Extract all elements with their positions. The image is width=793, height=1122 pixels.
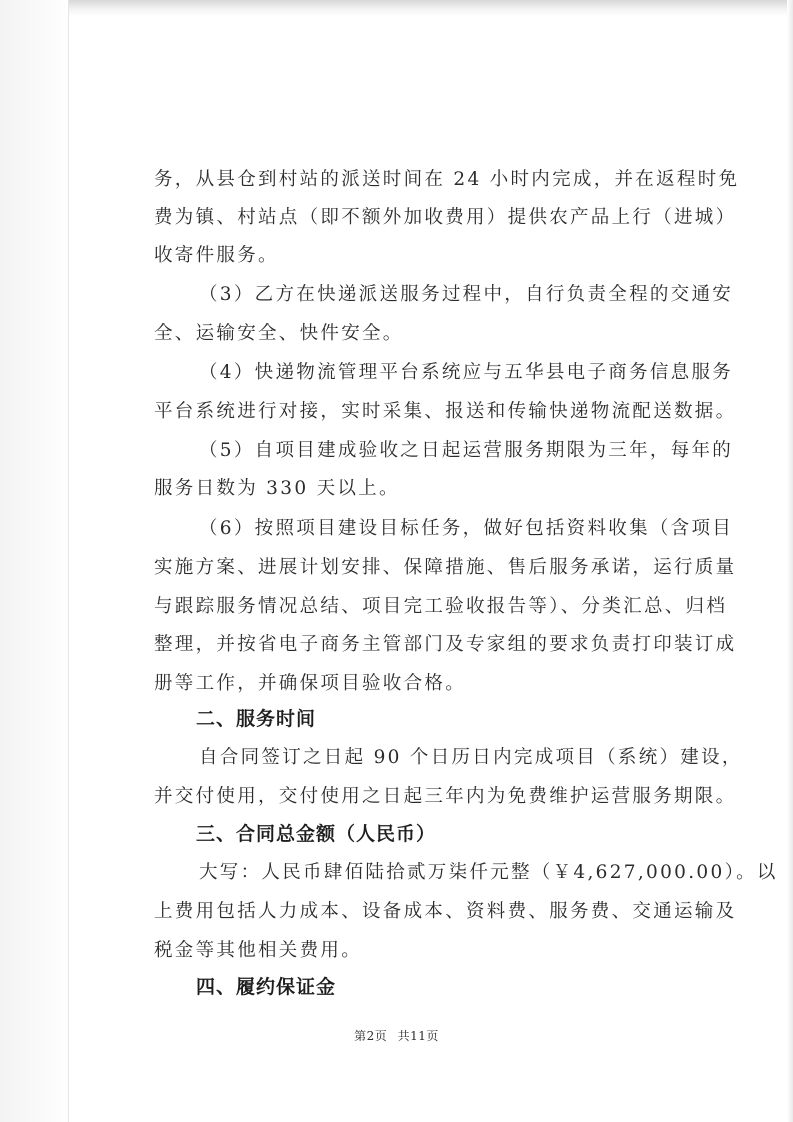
paragraph-line: 服务日数为 330 天以上。 — [154, 478, 400, 499]
paragraph-line: 平台系统进行对接，实时采集、报送和传输快递物流配送数据。 — [154, 401, 737, 422]
paragraph-line: （4）快递物流管理平台系统应与五华县电子商务信息服务 — [199, 362, 734, 383]
section-heading-service-time: 二、服务时间 — [196, 708, 317, 730]
paragraph-line: 税金等其他相关费用。 — [154, 940, 363, 961]
paragraph-line: 自合同签订之日起 90 个日历日内完成项目（系统）建设， — [199, 747, 743, 768]
scan-page-edge — [68, 0, 69, 1122]
page-number: 第2页 共11页 — [354, 1029, 439, 1043]
scan-top-shadow — [0, 0, 793, 16]
paragraph-line: 费为镇、村站点（即不额外加收费用）提供农产品上行（进城） — [154, 207, 737, 228]
paragraph-line: 与跟踪服务情况总结、项目完工验收报告等）、分类汇总、归档 — [154, 596, 728, 617]
paragraph-line: 册等工作，并确保项目验收合格。 — [154, 673, 467, 694]
paragraph-line: （5）自项目建成验收之日起运营服务期限为三年，每年的 — [199, 440, 734, 461]
paragraph-line: 全、运输安全、快件安全。 — [154, 323, 404, 344]
scan-right-shadow — [787, 0, 793, 1122]
scan-left-margin — [0, 0, 68, 1122]
section-heading-performance-bond: 四、履约保证金 — [196, 976, 337, 998]
paragraph-line: （3）乙方在快递派送服务过程中，自行负责全程的交通安 — [199, 284, 734, 305]
paragraph-line: 整理，并按省电子商务主管部门及专家组的要求负责打印装订成 — [154, 634, 737, 655]
paragraph-line: 大写：人民币肆佰陆拾贰万柒仟元整（￥4,627,000.00）。以 — [199, 862, 778, 883]
paragraph-line: 收寄件服务。 — [154, 245, 279, 266]
paragraph-line: 上费用包括人力成本、设备成本、资料费、服务费、交通运输及 — [154, 901, 737, 922]
paragraph-line: 并交付使用，交付使用之日起三年内为免费维护运营服务期限。 — [154, 786, 737, 807]
paragraph-line: 实施方案、进展计划安排、保障措施、售后服务承诺，运行质量 — [154, 557, 737, 578]
paragraph-line: （6）按照项目建设目标任务，做好包括资料收集（含项目 — [199, 518, 734, 539]
paragraph-line: 务，从县仓到村站的派送时间在 24 小时内完成，并在返程时免 — [154, 169, 740, 190]
section-heading-contract-amount: 三、合同总金额（人民币） — [196, 823, 437, 845]
